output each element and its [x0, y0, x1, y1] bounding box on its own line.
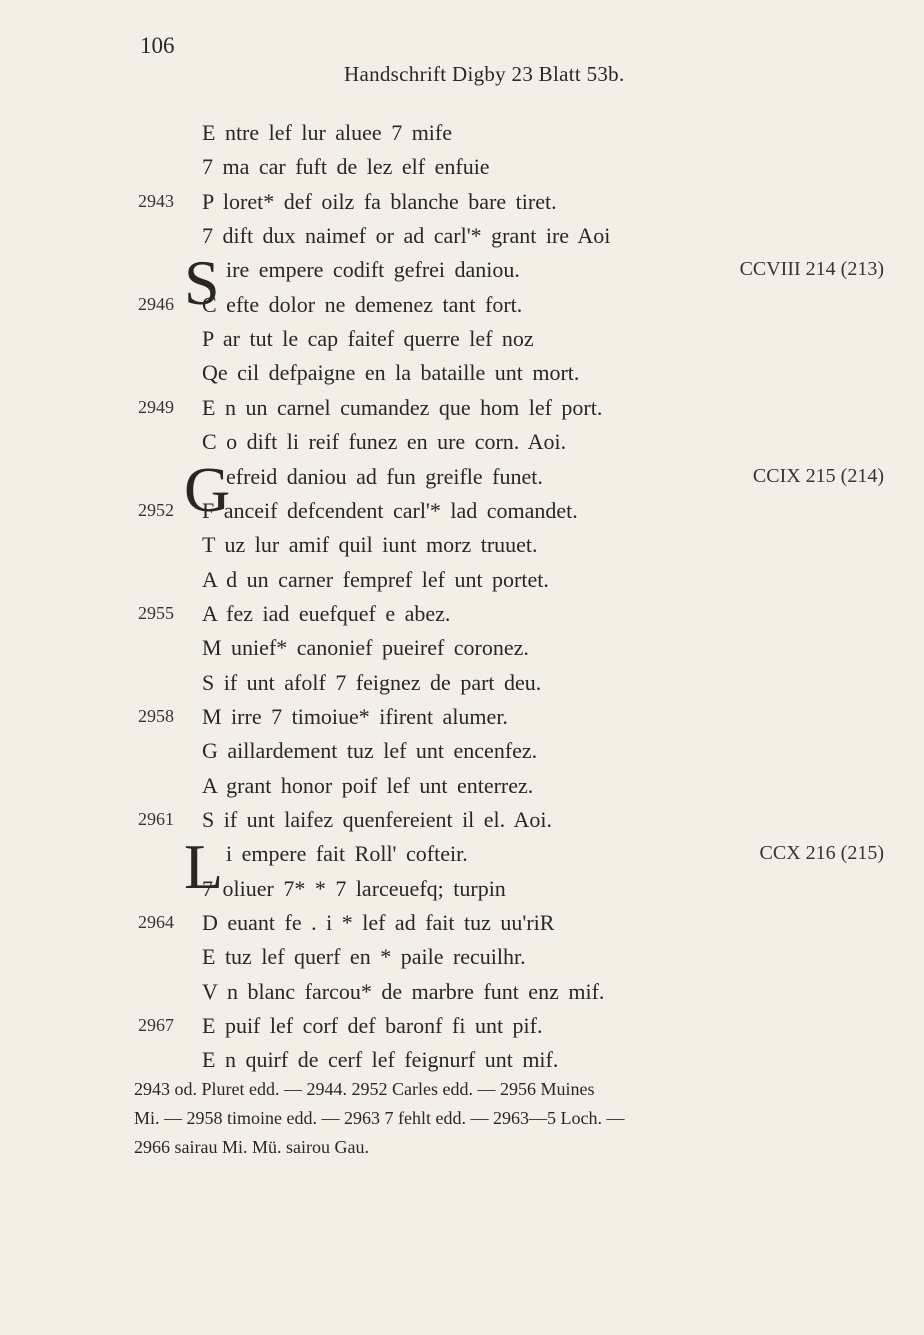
verse-text: D euant fe . i * lef ad fait tuz uu'riR — [202, 910, 555, 936]
verse-line — [0, 1043, 924, 1076]
verse-line — [0, 116, 924, 149]
verse-line — [0, 906, 924, 939]
verse-text: V n blanc farcou* de marbre funt enz mif. — [202, 978, 605, 1004]
verse-text: Qe cil defpaigne en la bataille unt mort. — [202, 360, 580, 386]
verse-text: E n quirf de cerf lef feignurf unt mif. — [202, 1047, 559, 1073]
verse-text: M unief* canonief pueiref coronez. — [202, 635, 529, 661]
verse-text: A fez iad euefquef e abez. — [202, 600, 451, 626]
verse-line — [0, 219, 924, 252]
footnote-line: 2966 sairau Mi. Mü. sairou Gau. — [134, 1137, 369, 1157]
verse-number: 2949 — [138, 396, 174, 417]
verse-text: efreid daniou ad fun greifle funet. — [226, 463, 543, 489]
verse-line — [0, 803, 924, 836]
verse-number: 2952 — [138, 499, 174, 520]
verse-text: E puif lef corf def baronf fi unt pif. — [202, 1013, 543, 1039]
verse-text: C efte dolor ne demenez tant fort. — [202, 291, 523, 317]
verse-number: 2955 — [138, 602, 174, 623]
verse-line — [0, 666, 924, 699]
verse-text: P loret* def oilz fa blanche bare tiret. — [202, 188, 557, 214]
verse-line — [0, 528, 924, 561]
verse-text: M irre 7 timoiue* ifirent alumer. — [202, 703, 508, 729]
verse-line — [0, 734, 924, 767]
verse-line — [0, 940, 924, 973]
running-head: Handschrift Digby 23 Blatt 53b. — [344, 62, 625, 86]
verse-text: S if unt laifez quenfereient il el. Aoi. — [202, 807, 552, 832]
footnote-line: Mi. — 2958 timoine edd. — 2963 7 fehlt edd. — 2963—5 Loch. — — [134, 1108, 625, 1128]
verse-text: P ar tut le cap faitef querre lef noz — [202, 326, 534, 352]
verse-number: 2964 — [138, 912, 174, 933]
verse-text: E tuz lef querf en * paile recuilhr. — [202, 944, 526, 970]
page-number: 106 — [140, 33, 175, 58]
verse-text: E ntre lef lur aluee 7 mife — [202, 120, 453, 145]
verse-line — [0, 769, 924, 802]
footnote-line: 2943 od. Pluret edd. — 2944. 2952 Carles edd. — 2956 Muines — [134, 1079, 595, 1099]
verse-line — [0, 185, 924, 218]
verse-text: A grant honor poif lef unt enterrez. — [202, 772, 534, 798]
verse-number: 2961 — [138, 809, 174, 829]
verse-text: S if unt afolf 7 feignez de part deu. — [202, 669, 542, 695]
verse-text: C o dift li reif funez en ure corn. Aoi. — [202, 429, 567, 455]
decorated-initial: L — [184, 831, 224, 903]
laisse-number: CCVIII 214 (213) — [739, 258, 884, 281]
verse-text: 7 oliuer 7* * 7 larceuefq; turpin — [202, 875, 506, 901]
verse-text: i empere fait Roll' cofteir. — [226, 841, 468, 867]
verse-line — [0, 1009, 924, 1042]
laisse-number: CCX 216 (215) — [759, 842, 884, 865]
verse-number: 2967 — [138, 1015, 174, 1036]
verse-line — [0, 356, 924, 389]
verse-text: G aillardement tuz lef unt encenfez. — [202, 738, 538, 764]
verse-text: A d un carner fempref lef unt portet. — [202, 566, 549, 592]
verse-number: 2946 — [138, 293, 174, 314]
verse-text: E n un carnel cumandez que hom lef port. — [202, 394, 603, 420]
footnotes — [134, 1075, 884, 1162]
verse-line — [0, 597, 924, 630]
verse-line — [0, 322, 924, 355]
verse-number: 2943 — [138, 190, 174, 211]
verse-line — [0, 975, 924, 1008]
verse-line — [0, 150, 924, 183]
verse-number: 2958 — [138, 705, 174, 726]
verse-text: ire empere codift gefrei daniou. — [226, 257, 520, 283]
verse-text: 7 ma car fuft de lez elf enfuie — [202, 154, 490, 180]
verse-line — [0, 872, 924, 905]
verse-line — [0, 494, 924, 527]
verse-line — [0, 700, 924, 733]
verse-line — [0, 425, 924, 458]
decorated-initial: S — [184, 247, 220, 319]
verse-line — [0, 631, 924, 664]
laisse-number: CCIX 215 (214) — [752, 464, 884, 487]
verse-text: T uz lur amif quil iunt morz truuet. — [202, 532, 538, 558]
decorated-initial: G — [184, 453, 231, 525]
verse-line — [0, 288, 924, 321]
verse-line — [0, 391, 924, 424]
verse-line — [0, 563, 924, 596]
verse-text: 7 dift dux naimef or ad carl'* grant ire Aoi — [202, 223, 611, 249]
verse-text: F anceif defcendent carl'* lad comandet. — [202, 497, 578, 523]
